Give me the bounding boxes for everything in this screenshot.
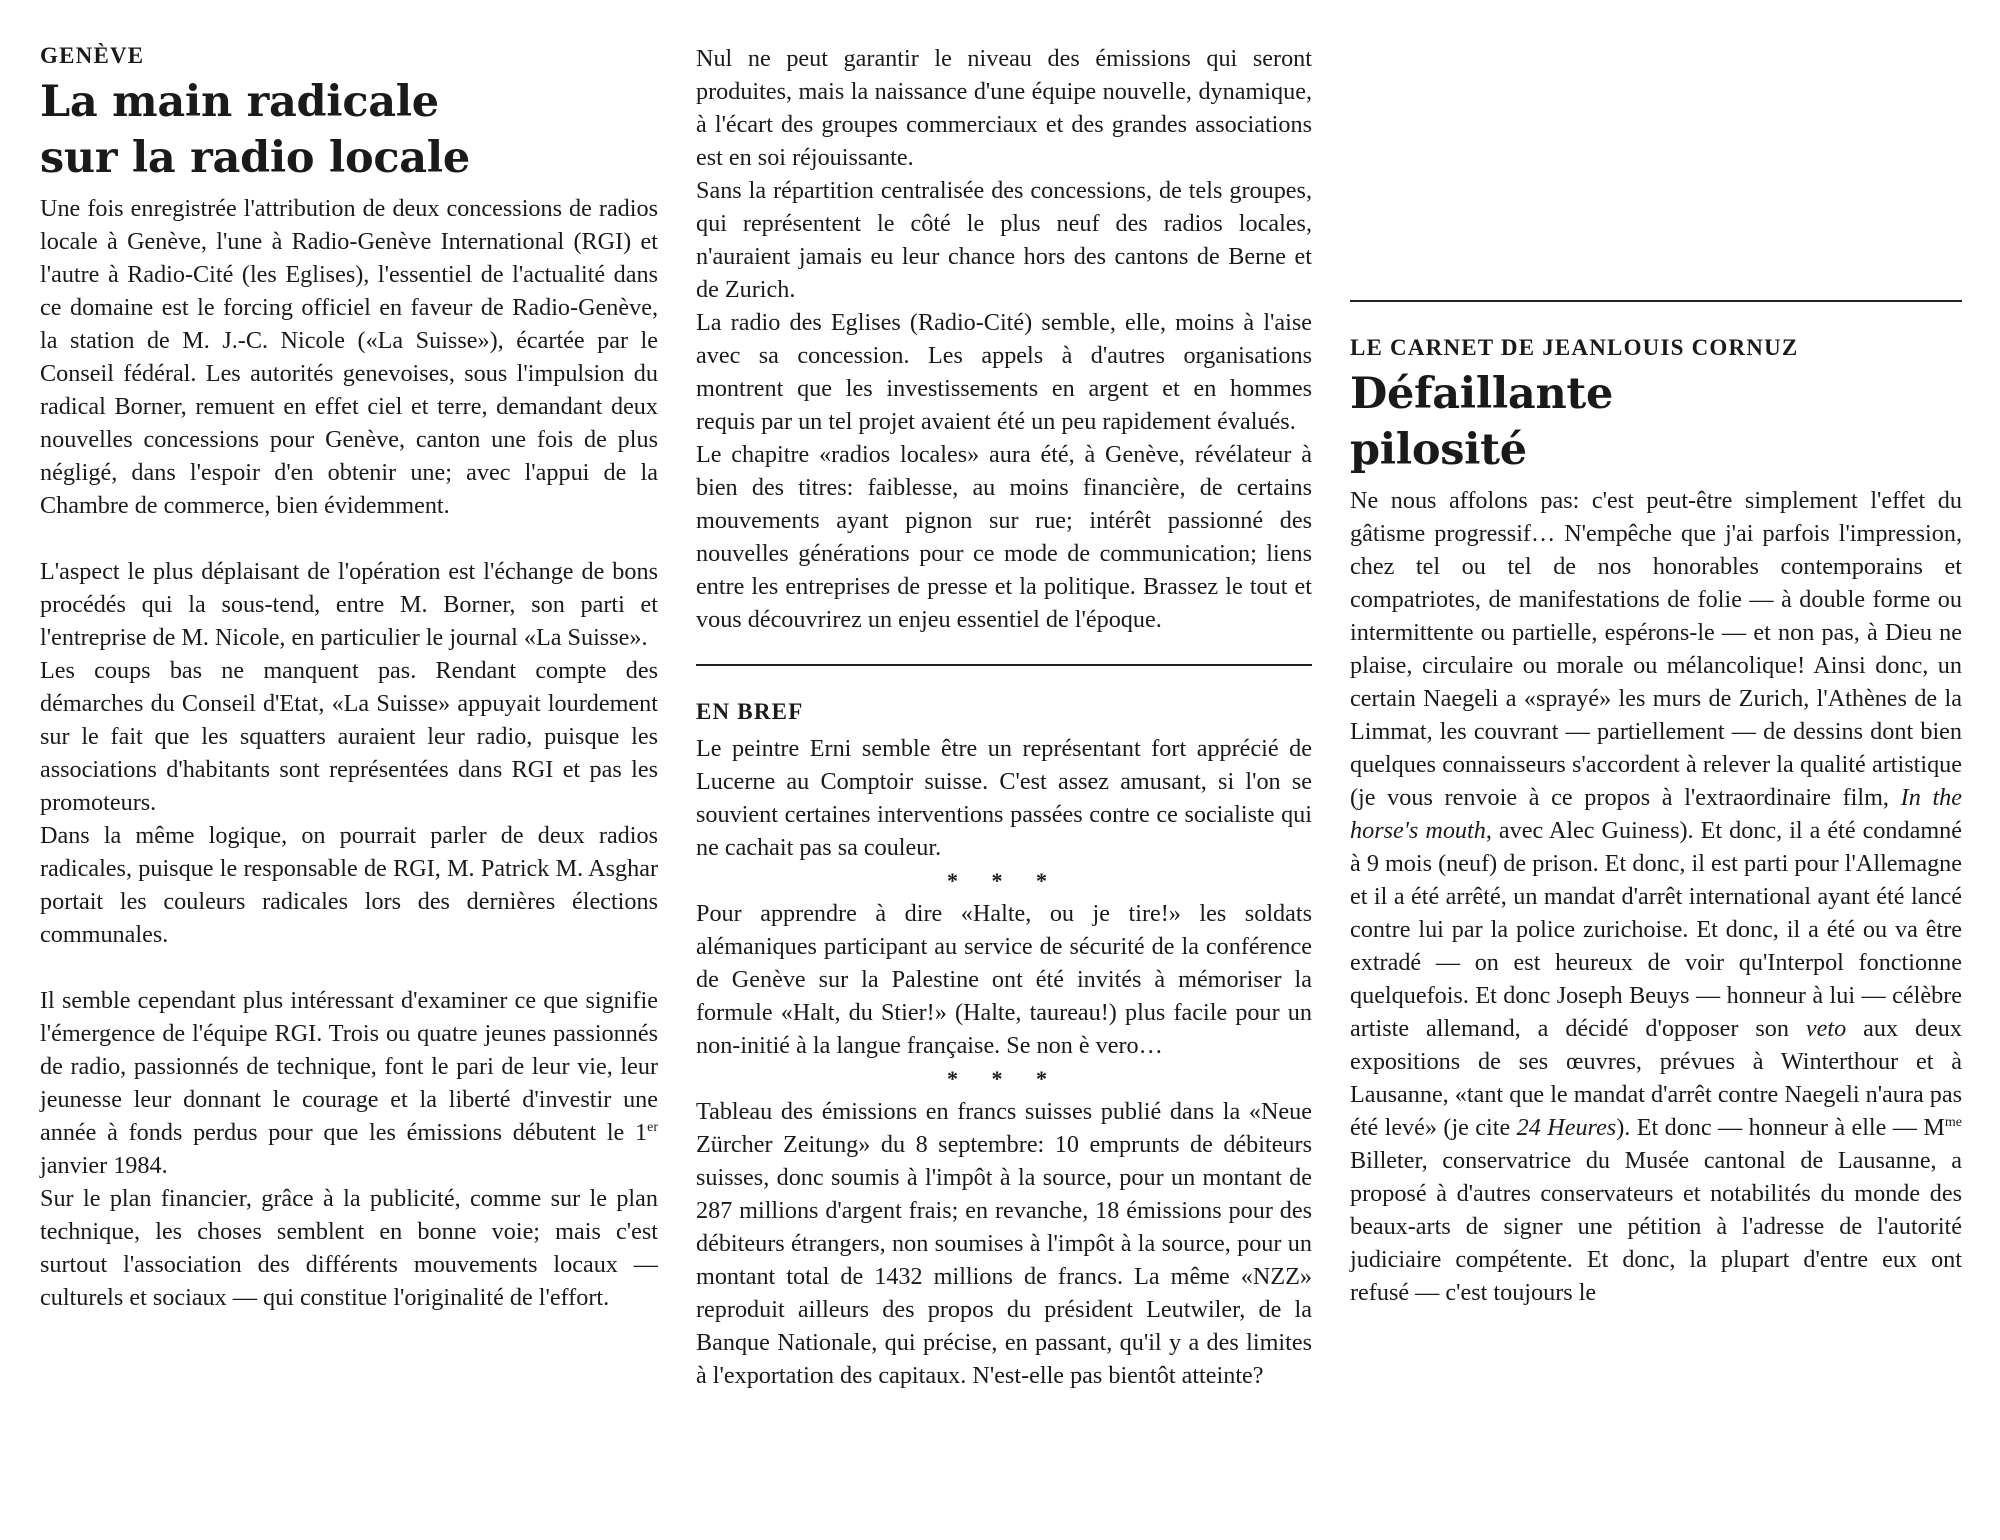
article1-paragraph-1: Une fois enregistrée l'attribution de deux concessions de radios locale à Genève, l'une à Radio-Genève International (RGI) et l'autre à Radio-Cité (les Eglises), l'essentiel de l'actualité dans ce domaine est le forcing officiel en faveur de Radio-Genève, la station de M. J.-C. Nicole («La Suisse»), écartée par le Conseil fédéral. Les autorités genevoises, sous l'impulsion du radical Borner, remuent en effet ciel et terre, demandant deux nouvelles concessions pour Genève, canton une fois de plus négligé, dans l'espoir d'en obtenir une; avec l'appui de la Chambre de commerce, bien évidemment. bbox=[40, 195, 658, 519]
article1-headline-line2: sur la radio locale bbox=[40, 133, 470, 183]
article3-text-c: aux deux expositions de ses œuvres, prévues à Winterthour et à Lausanne, «tant que le mandat d'arrêt contre Naegeli n'aura pas été levé» (je cite bbox=[1350, 1015, 1962, 1141]
date-rest: janvier 1984. bbox=[40, 1152, 168, 1179]
article1-paragraph-2: L'aspect le plus déplaisant de l'opération est l'échange de bons procédés qui la sous-tend, entre M. Borner, son parti et l'entreprise de M. Nicole, en particulier le journal «La Suisse». bbox=[40, 558, 658, 651]
article1-paragraph-6: Sur le plan financier, grâce à la publicité, comme sur le plan technique, les choses semblent en bonne voie; mais c'est surtout l'association des différents mouvements locaux — culturels et sociaux — qui constitue l'originalité de l'effort. bbox=[40, 1185, 658, 1311]
article1-paragraph-9: La radio des Eglises (Radio-Cité) semble, elle, moins à l'aise avec sa concession. Les appels à d'autres organisations montrent que les investissements en argent et en hommes requis par un tel projet avaient été un peu rapidement évalués. bbox=[696, 309, 1312, 435]
article3-headline bbox=[1350, 366, 1962, 478]
article2-kicker: EN BREF bbox=[696, 699, 804, 724]
article1-paragraph-5 bbox=[40, 984, 658, 1182]
article1-paragraph-7: Nul ne peut garantir le niveau des émissions qui seront produites, mais la naissance d'une équipe nouvelle, dynamique, à l'écart des groupes commerciaux et des grandes associations est en soi réjouissante. bbox=[696, 45, 1312, 171]
article3-text-d: ). Et donc — honneur à elle — M bbox=[1616, 1114, 1945, 1141]
date-ordinal: er bbox=[647, 1119, 659, 1135]
brief-item-2: Pour apprendre à dire «Halte, ou je tire!» les soldats alémaniques participant au service de sécurité de la conférence de Genève sur la Palestine ont été invités à mémoriser la formule «Halt, du Stier!» (Halte, taureau!) plus facile pour un non-initié à la langue française. Se non è vero… bbox=[696, 900, 1312, 1059]
column-right bbox=[1350, 300, 1962, 1309]
article1-paragraph-8: Sans la répartition centralisée des concessions, de tels groupes, qui représentent le côté le plus neuf des radios locales, n'auraient jamais eu leur chance hors des cantons de Berne et de Zurich. bbox=[696, 177, 1312, 303]
column-middle bbox=[696, 42, 1312, 1392]
article3-headline-line1: Défaillante bbox=[1350, 369, 1614, 419]
brief-item-1: Le peintre Erni semble être un représentant fort apprécié de Lucerne au Comptoir suisse. C'est assez amusant, si l'on se souvient certaines interventions passées contre ce socialiste qui ne cachait pas sa couleur. bbox=[696, 735, 1312, 861]
article1-headline bbox=[40, 74, 658, 186]
article1-kicker: GENÈVE bbox=[40, 43, 145, 68]
article1-paragraph-10: Le chapitre «radios locales» aura été, à Genève, révélateur à bien des titres: faiblesse, au moins financière, de certains mouvements ayant pignon sur rue; intérêt passionné des nouvelles générations pour ce mode de communication; liens entre les entreprises de presse et la politique. Brassez le tout et vous découvrirez un enjeu essentiel de l'époque. bbox=[696, 441, 1312, 633]
article1-paragraph-5-text: Il semble cependant plus intéressant d'examiner ce que signifie l'émergence de l'équipe RGI. Trois ou quatre jeunes passionnés de radio, passionnés de technique, font le pari de leur vie, leur jeunesse leur donnant le courage et la liberté d'investir une année à fonds perdus pour que les émissions débutent le bbox=[40, 987, 658, 1146]
article3-body bbox=[1350, 484, 1962, 1309]
article1-headline-line1: La main radicale bbox=[40, 77, 439, 127]
article3-text-a: Ne nous affolons pas: c'est peut-être simplement l'effet du gâtisme progressif… N'empêche que j'ai parfois l'impression, chez tel ou tel de nos honorables contemporains et compatriotes, de manifestations de folie — à double forme ou intermittente ou partielle, espérons-le — et non pas, à Dieu ne plaise, circulaire ou morale ou mélancolique! Ainsi donc, un certain Naegeli a «sprayé» les murs de Zurich, l'Athènes de la Limmat, les couvrant — partiellement — de dessins dont bien quelques connaisseurs s'accordent à relever la qualité artistique (je vous renvoie à ce propos à l'extraordinaire film, bbox=[1350, 487, 1962, 811]
veto-word: veto bbox=[1805, 1015, 1847, 1042]
mme-superscript: me bbox=[1944, 1114, 1963, 1130]
article3-text-e: Billeter, conservatrice du Musée cantonal de Lausanne, a proposé à d'autres conservateurs et notabilités du monde des beaux-arts de signer une pétition à l'adresse de l'autorité judiciaire compétente. Et donc, la plupart d'entre eux ont refusé — c'est toujours le bbox=[1350, 1147, 1962, 1306]
brief-item-3: Tableau des émissions en francs suisses publié dans la «Neue Zürcher Zeitung» du 8 septembre: 10 emprunts de débiteurs suisses, donc soumis à l'impôt à la source, pour un montant de 287 millions d'argent frais; en revanche, 18 émissions pour des débiteurs étrangers, non soumises à l'impôt à la source, pour un montant total de 1432 millions de francs. La même «NZZ» reproduit ailleurs des propos du président Leutwiler, de la Banque Nationale, qui précise, en passant, qu'il y a des limites à l'exportation des capitaux. N'est-elle pas bientôt atteinte? bbox=[696, 1098, 1312, 1389]
article1-paragraph-4: Dans la même logique, on pourrait parler de deux radios radicales, puisque le responsable de RGI, M. Patrick M. Asghar portait les couleurs radicales lors des dernières élections communales. bbox=[40, 822, 658, 948]
brief-separator: * * * bbox=[947, 1066, 1061, 1091]
article3-kicker: LE CARNET DE JEANLOUIS CORNUZ bbox=[1350, 335, 1799, 360]
section-divider bbox=[1350, 300, 1962, 302]
source-title: 24 Heures bbox=[1516, 1114, 1617, 1141]
brief-separator: * * * bbox=[947, 868, 1061, 893]
date-day: 1 bbox=[635, 1119, 648, 1146]
article3-text-b: , avec Alec Guiness). Et donc, il a été condamné à 9 mois (neuf) de prison. Et donc, il est parti pour l'Allemagne et il a été arrêté, un mandat d'arrêt international ayant été lancé contre lui par la police zurichoise. Et donc, il a été ou va être extradé — on est heureux de voir qu'Interpol fonctionne quelquefois. Et donc Joseph Beuys — honneur à lui — célèbre artiste allemand, a décidé d'opposer son bbox=[1350, 817, 1962, 1042]
column-left bbox=[40, 42, 658, 1314]
article3-headline-line2: pilosité bbox=[1350, 425, 1527, 475]
section-divider bbox=[696, 664, 1312, 666]
article1-paragraph-3: Les coups bas ne manquent pas. Rendant compte des démarches du Conseil d'Etat, «La Suisse» appuyait lourdement sur le fait que les squatters auraient leur radio, puisque les associations d'habitants sont représentées dans RGI et pas les promoteurs. bbox=[40, 657, 658, 816]
film-title: In the horse's mouth bbox=[1350, 784, 1963, 844]
